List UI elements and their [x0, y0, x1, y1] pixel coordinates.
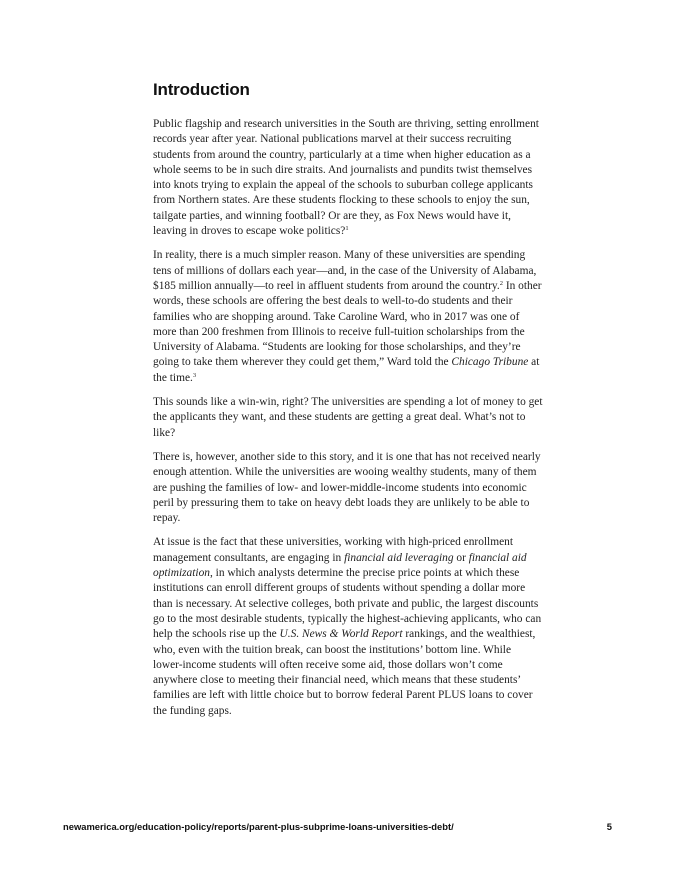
- paragraph-2-text-c: at the time.: [153, 356, 540, 384]
- term-financial-aid-optimization: financial aid optimization: [153, 551, 527, 580]
- paragraph-5-text-d: rankings, and the wealthiest, who, even with the tuition break, can boost the institutions’ bottom line. While lower-income students will often receive some aid, those dollars won’t come anywhere close to meeting their financial need, which means that these students’ families are left with little choice but to borrow federal Parent PLUS loans to cover the funding gaps.: [153, 628, 536, 717]
- paragraph-2: [153, 248, 543, 386]
- paragraph-2-text-b: In other words, these schools are offering the best deals to well-to-do students and their families who are shopping around. Take Caroline Ward, who in 2017 was one of more than 200 freshmen from Illinois to receive full-tuition scholarships from the University of Alabama. “Students are looking for those scholarships, and they’re going to take them wherever they could get them,” Ward told the: [153, 279, 542, 369]
- paragraph-5: [153, 535, 543, 719]
- paragraph-3: This sounds like a win-win, right? The universities are spending a lot of money to get the applicants they want, and these students are getting a great deal. What’s not to like?: [153, 396, 543, 439]
- page-number: 5: [606, 821, 612, 832]
- footnote-ref-2[interactable]: 2: [499, 279, 503, 287]
- section-heading: Introduction: [153, 80, 250, 99]
- article-body: [153, 117, 543, 728]
- paragraph-1-text: Public flagship and research universities in the South are thriving, setting enrollment records year after year. National publications marvel at their success recruiting students from around the country, particularly at a time when higher education as a whole seems to be in such dire straits. And journalists and pundits twist themselves into knots trying to explain the appeal of the schools to suburban college applicants from Northern states. Are these students flocking to these schools to enjoy the sun, tailgate parties, and winning football? Or are they, as Fox News would have it, leaving in droves to escape woke politics?: [153, 118, 539, 238]
- paragraph-1: [153, 117, 543, 239]
- footer-url-link[interactable]: newamerica.org/education-policy/reports/parent-plus-subprime-loans-universities-debt/: [63, 821, 454, 832]
- paragraph-5-text-b: or: [453, 551, 469, 564]
- footnote-ref-1[interactable]: 1: [345, 225, 349, 233]
- paragraph-5-text-a: At issue is the fact that these universities, working with high-priced enrollment management consultants, are engaging in: [153, 536, 513, 564]
- footnote-ref-3[interactable]: 3: [192, 371, 197, 379]
- paragraph-4: There is, however, another side to this story, and it is one that has not received nearly enough attention. While the universities are wooing wealthy students, many of them are pushing the families of low- and lower-middle-income students into economic peril by pressuring them to take on heavy debt loads they are unlikely to be able to repay.: [153, 450, 541, 525]
- term-financial-aid-leveraging: financial aid leveraging: [344, 551, 454, 564]
- publication-title: Chicago Tribune: [451, 356, 529, 369]
- paragraph-2-text-a: In reality, there is a much simpler reason. Many of these universities are spending tens of millions of dollars each year—and, in the case of the University of Alabama, $185 million annually—to reel in affluent students from around the country.: [153, 249, 537, 292]
- paragraph-5-text-c: , in which analysts determine the precise price points at which these institutions can enroll different groups of students without spending a dollar more than is necessary. At selective colleges, both private and public, the largest discounts go to the most desirable students, typically the highest-achieving applicants, who can help the schools rise up the: [153, 567, 542, 641]
- publication-usnews: U.S. News & World Report: [279, 628, 403, 641]
